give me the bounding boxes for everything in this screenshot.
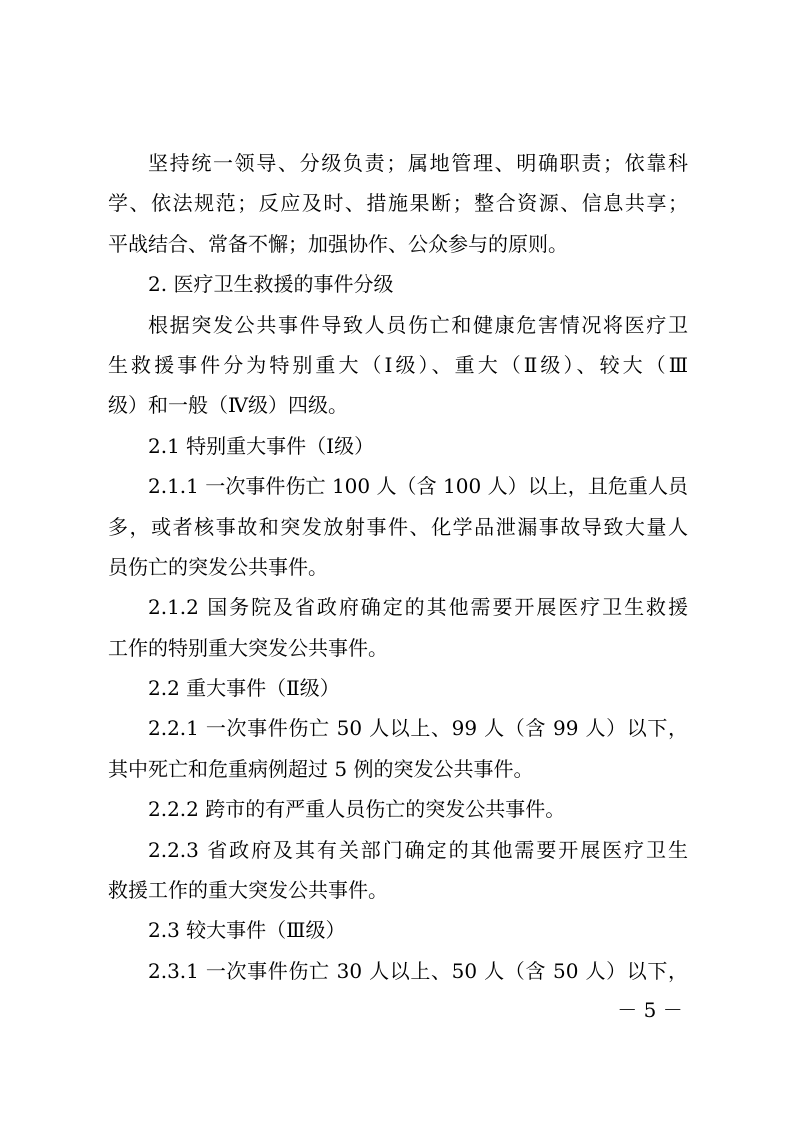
body-text [108, 143, 688, 991]
paragraph-line: 级）和一般（Ⅳ级）四级。 [108, 393, 348, 418]
paragraph-line: 工作的特别重大突发公共事件。 [108, 635, 388, 660]
paragraph-line: 2.2.1 一次事件伤亡 50 人以上、99 人（含 99 人）以下， [148, 716, 688, 741]
paragraph-line: 2.2.2 跨市的有严重人员伤亡的突发公共事件。 [148, 797, 566, 822]
paragraph-line: 其中死亡和危重病例超过 5 例的突发公共事件。 [108, 756, 534, 781]
subsection-heading: 2.2 重大事件（Ⅱ级） [148, 676, 340, 701]
paragraph-line: 坚持统一领导、分级负责；属地管理、明确职责；依靠科 [148, 151, 688, 175]
paragraph-line: 员伤亡的突发公共事件。 [108, 554, 328, 579]
page-number: － 5 － [617, 998, 683, 1022]
paragraph-line: 多，或者核事故和突发放射事件、化学品泄漏事故导致大量人 [108, 514, 688, 539]
paragraph-line: 平战结合、常备不懈；加强协作、公众参与的原则。 [108, 231, 568, 256]
paragraph-line: 2.2.3 省政府及其有关部门确定的其他需要开展医疗卫生 [148, 837, 688, 862]
paragraph-line: 学、依法规范；反应及时、措施果断；整合资源、信息共享； [108, 191, 688, 216]
paragraph-line: 生救援事件分为特别重大（Ⅰ级）、重大（Ⅱ级）、较大（Ⅲ [108, 352, 688, 377]
subsection-heading: 2.3 较大事件（Ⅲ级） [148, 918, 346, 943]
paragraph-line: 2.1.2 国务院及省政府确定的其他需要开展医疗卫生救援 [148, 595, 688, 620]
section-heading: 2. 医疗卫生救援的事件分级 [148, 272, 394, 297]
paragraph-line: 救援工作的重大突发公共事件。 [108, 878, 388, 903]
paragraph-line: 2.1.1 一次事件伤亡 100 人（含 100 人）以上，且危重人员 [148, 474, 688, 499]
paragraph-line: 根据突发公共事件导致人员伤亡和健康危害情况将医疗卫 [148, 312, 688, 337]
subsection-heading: 2.1 特别重大事件（Ⅰ级） [148, 433, 375, 458]
paragraph-line: 2.3.1 一次事件伤亡 30 人以上、50 人（含 50 人）以下， [148, 958, 688, 983]
